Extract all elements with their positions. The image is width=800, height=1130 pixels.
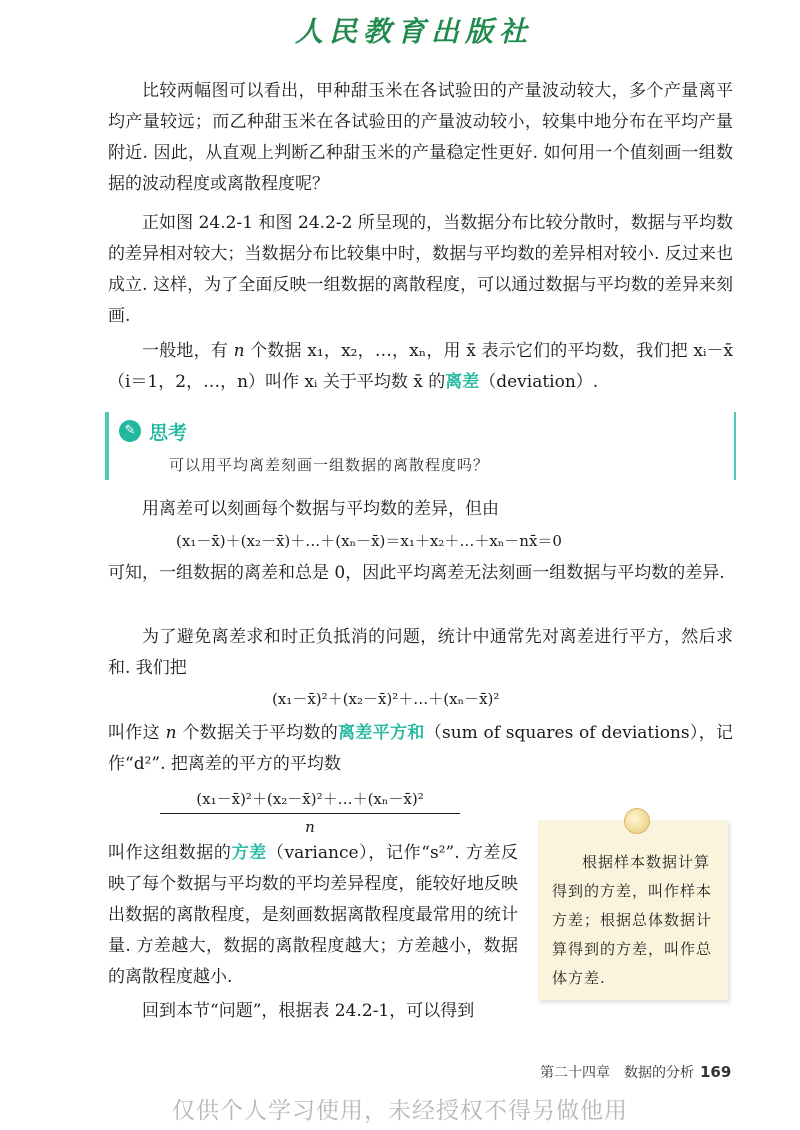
paragraph-3 — [108, 336, 733, 398]
paragraph-8-part-b: （variance），记作“s²”. 方差反映了每个数据与平均数的平均差异程度，能较好地反映出数据的离散程度，是刻画数据离散程度最常用的统计量. 方差越大，数据的离散程度越大；方差越小，数据的离散程度越小. — [108, 843, 519, 987]
paragraph-7-part-a: 叫作这 — [108, 723, 166, 743]
side-note-text: 根据样本数据计算得到的方差，叫作样本方差；根据总体数据计算得到的方差，叫作总体方差. — [552, 853, 713, 987]
think-box — [105, 412, 736, 480]
paragraph-7-part-b: 个数据关于平均数的 — [176, 723, 339, 743]
formula-sum-squares: (x₁－x̄)²＋(x₂－x̄)²＋…＋(xₙ－x̄)² — [272, 690, 500, 708]
think-question: 可以用平均离差刻画一组数据的离散程度吗？ — [169, 456, 490, 474]
variance-numerator: (x₁－x̄)²＋(x₂－x̄)²＋…＋(xₙ－x̄)² — [160, 788, 460, 814]
watermark: 仅供个人学习使用，未经授权不得另做他用 — [172, 1098, 628, 1124]
paragraph-1: 比较两幅图可以看出，甲种甜玉米在各试验田的产量波动较大，多个产量离平均产量较远；而乙种甜玉米在各试验田的产量波动较小，较集中地分布在平均产量附近. 因此，从直观上判断乙种甜玉米的产量稳定性更好. 如何用一个值刻画一组数据的波动程度或离散程度呢？ — [108, 81, 733, 194]
page-number: 169 — [700, 1063, 732, 1081]
paragraph-8 — [108, 838, 518, 993]
formula-variance — [160, 788, 460, 836]
paragraph-7 — [108, 718, 733, 780]
formula-sum-deviation: (x₁－x̄)＋(x₂－x̄)＋…＋(xₙ－x̄)＝x₁＋x₂＋…＋xₙ－nx̄＝0 — [176, 532, 562, 550]
variable-n: n — [233, 341, 245, 361]
paragraph-3-part-a: 一般地，有 — [142, 341, 234, 361]
term-sum-of-squares: 离差平方和 — [338, 723, 425, 743]
publisher-logo: 人民教育出版社 — [295, 15, 534, 48]
paragraph-3-part-b: 个数据 x₁，x₂，…，xₙ，用 x̄ 表示它们的平均数，我们把 xᵢ－x̄（i＝1，2，…，n）叫作 xᵢ 关于平均数 x̄ 的 — [108, 341, 734, 392]
pin-icon — [624, 808, 650, 834]
paragraph-2: 正如图 24.2-1 和图 24.2-2 所呈现的，当数据分布比较分散时，数据与平均数的差异相对较大；当数据分布比较集中时，数据与平均数的差异相对较小. 反过来也成立. 这样，为了全面反映一组数据的离散程度，可以通过数据与平均数的差异来刻画. — [108, 213, 733, 326]
paragraph-6: 为了避免离差求和时正负抵消的问题，统计中通常先对离差进行平方，然后求和. 我们把 — [108, 627, 733, 678]
variance-denominator: n — [305, 818, 315, 836]
page-footer — [540, 1062, 731, 1082]
paragraph-8-part-a: 叫作这组数据的 — [108, 843, 232, 863]
paragraph-4: 用离差可以刻画每个数据与平均数的差异，但由 — [142, 499, 499, 519]
chapter-label: 第二十四章 数据的分析 — [540, 1065, 694, 1081]
paragraph-3-part-c: （deviation）. — [479, 372, 599, 392]
term-variance: 方差 — [231, 843, 267, 863]
paragraph-9: 回到本节“问题”，根据表 24.2-1，可以得到 — [142, 1001, 475, 1021]
think-title: 思考 — [149, 422, 188, 444]
lightbulb-icon: ✎ — [119, 420, 141, 442]
variable-n: n — [165, 723, 177, 743]
term-deviation: 离差 — [445, 372, 480, 392]
paragraph-7-part-c: （sum of squares of deviations），记作“d²”. 把离差的平方的平均数 — [108, 723, 734, 774]
paragraph-5: 可知，一组数据的离差和总是 0，因此平均离差无法刻画一组数据与平均数的差异. — [108, 563, 725, 583]
side-note — [538, 820, 728, 1000]
